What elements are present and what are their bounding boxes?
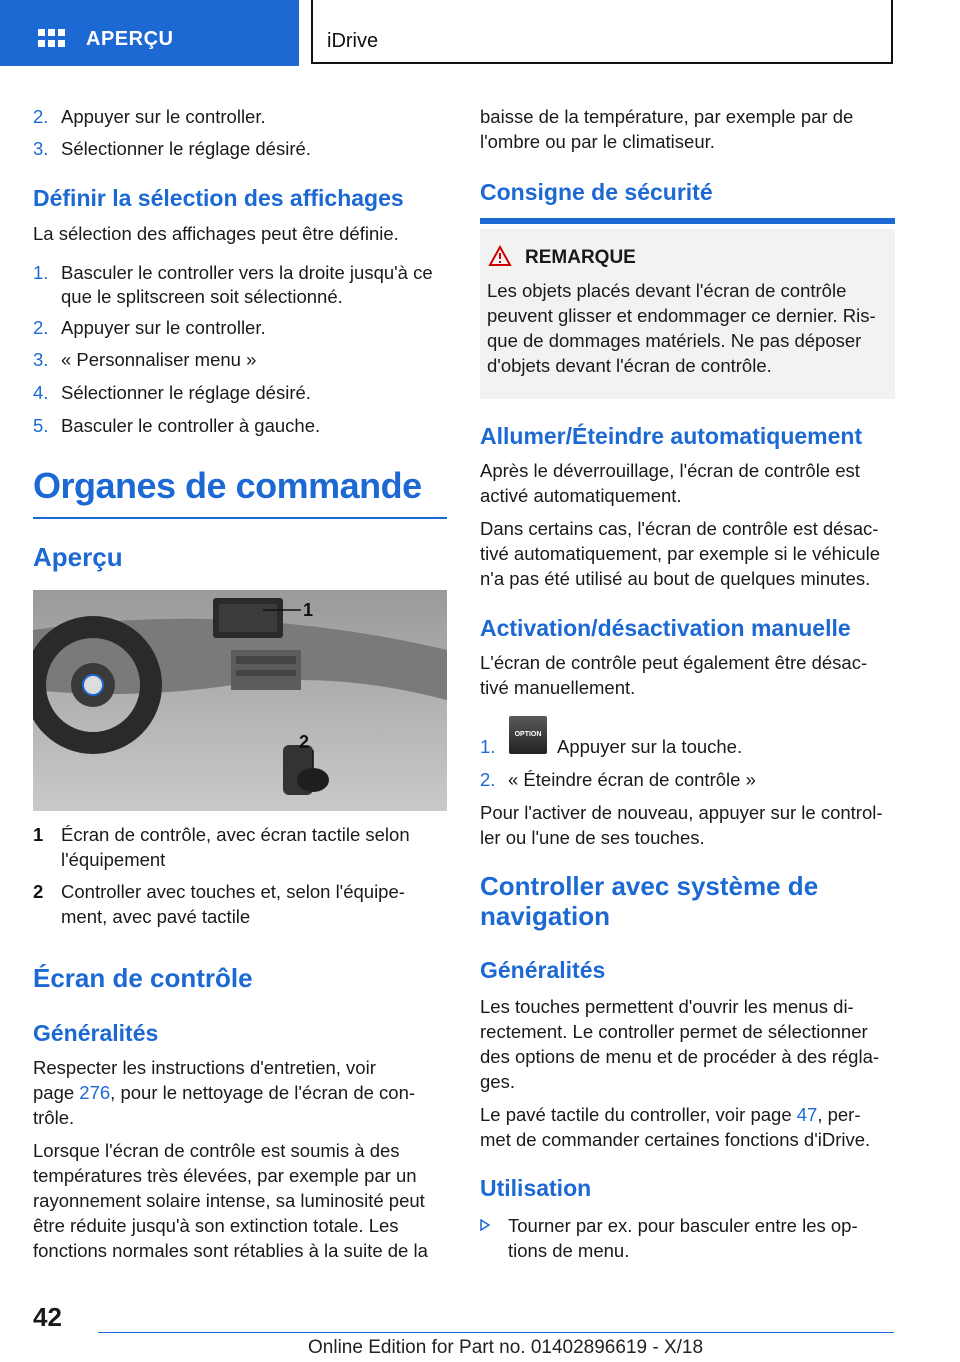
paragraph: Respecter les instructions d'entretien, voir xyxy=(33,1057,376,1078)
paragraph: Après le déverrouillage, l'écran de contrôle est xyxy=(480,460,860,481)
paragraph: activé automatiquement. xyxy=(480,485,682,506)
paragraph: baisse de la température, par exemple par de xyxy=(480,106,854,127)
paragraph: des options de menu et de procéder à des régla- xyxy=(480,1046,880,1067)
bullet-item: Tourner par ex. pour basculer entre les op- xyxy=(508,1215,858,1236)
note-line: peuvent glisser et endommager ce dernier. Ris- xyxy=(487,305,876,326)
tab-idrive-label: iDrive xyxy=(327,30,379,52)
page-link-276[interactable]: 276 xyxy=(79,1082,111,1103)
paragraph: Les touches permettent d'ouvrir les menus di- xyxy=(480,996,854,1017)
paragraph: rayonnement solaire intense, sa luminosité peut xyxy=(33,1190,425,1211)
paragraph: fonctions normales sont rétablies à la suite de la xyxy=(33,1240,428,1261)
note-rule xyxy=(480,218,895,224)
footer-edition: Online Edition for Part no. 01402896619 - X/18 xyxy=(308,1337,704,1358)
paragraph: met de commander certaines fonctions d'iDrive. xyxy=(480,1129,871,1150)
paragraph: ler ou l'une de ses touches. xyxy=(480,827,705,848)
dashboard-photo xyxy=(33,590,447,811)
heading-auto: Allumer/Éteindre automatiquement xyxy=(480,423,863,449)
paragraph: tivé manuellement. xyxy=(480,677,636,698)
paragraph: trôle. xyxy=(33,1107,75,1128)
bullet-triangle-icon xyxy=(480,1219,490,1231)
paragraph: ges. xyxy=(480,1071,515,1092)
paragraph: tivé automatiquement, par exemple si le véhicule xyxy=(480,543,881,564)
heading-manual: Activation/désactivation manuelle xyxy=(480,615,851,641)
page-number: 42 xyxy=(33,1302,62,1332)
warning-note xyxy=(480,229,895,399)
heading-controller: Controller avec système de xyxy=(480,871,819,901)
callout-1: 1 xyxy=(303,600,314,620)
top-bar xyxy=(0,0,960,66)
tab-idrive[interactable] xyxy=(311,0,893,64)
heading-generalites-2: Généralités xyxy=(480,957,606,983)
page-link-47[interactable]: 47 xyxy=(796,1104,818,1125)
heading-rule xyxy=(33,517,447,519)
heading-organes: Organes de commande xyxy=(33,465,422,506)
paragraph: L'écran de contrôle peut également être désac- xyxy=(480,652,868,673)
controller-shape xyxy=(297,768,329,792)
heading-controller-2: navigation xyxy=(480,901,611,931)
paragraph: l'ombre ou par le climatiseur. xyxy=(480,131,715,152)
paragraph: La sélection des affichages peut être définie. xyxy=(33,223,399,244)
option-button-icon: OPTION xyxy=(509,716,547,754)
heading-display-selection: Définir la sélection des affichages xyxy=(33,185,404,211)
tab-apercu-label: APERÇU xyxy=(86,28,174,50)
grid-icon xyxy=(38,29,66,51)
warning-icon xyxy=(488,245,512,267)
paragraph: être réduite jusqu'à son extinction totale. Les xyxy=(33,1215,399,1236)
paragraph: Lorsque l'écran de contrôle est soumis à des xyxy=(33,1140,400,1161)
bullet-item-cont: tions de menu. xyxy=(508,1240,630,1261)
note-line: Les objets placés devant l'écran de contrôle xyxy=(487,280,847,301)
callout-2: 2 xyxy=(299,732,310,752)
note-title: REMARQUE xyxy=(525,247,636,268)
note-line: d'objets devant l'écran de contrôle. xyxy=(487,355,772,376)
paragraph: Dans certains cas, l'écran de contrôle est désac- xyxy=(480,518,879,539)
note-line: que de dommages matériels. Ne pas déposer xyxy=(487,330,862,351)
heading-ecran: Écran de contrôle xyxy=(33,963,253,993)
paragraph: n'a pas été utilisé au bout de quelques minutes. xyxy=(480,568,871,589)
heading-generalites: Généralités xyxy=(33,1020,159,1046)
heading-consigne: Consigne de sécurité xyxy=(480,179,713,205)
tab-apercu[interactable] xyxy=(0,0,299,66)
paragraph: page 276, pour le nettoyage de l'écran de con- xyxy=(33,1082,416,1103)
paragraph: rectement. Le controller permet de sélectionner xyxy=(480,1021,868,1042)
paragraph: Le pavé tactile du controller, voir page 47, per- xyxy=(480,1104,861,1125)
heading-apercu: Aperçu xyxy=(33,542,123,572)
heading-utilisation: Utilisation xyxy=(480,1175,592,1201)
footer-rule xyxy=(98,1332,894,1333)
paragraph: températures très élevées, par exemple par un xyxy=(33,1165,417,1186)
paragraph: Pour l'activer de nouveau, appuyer sur le control- xyxy=(480,802,883,823)
